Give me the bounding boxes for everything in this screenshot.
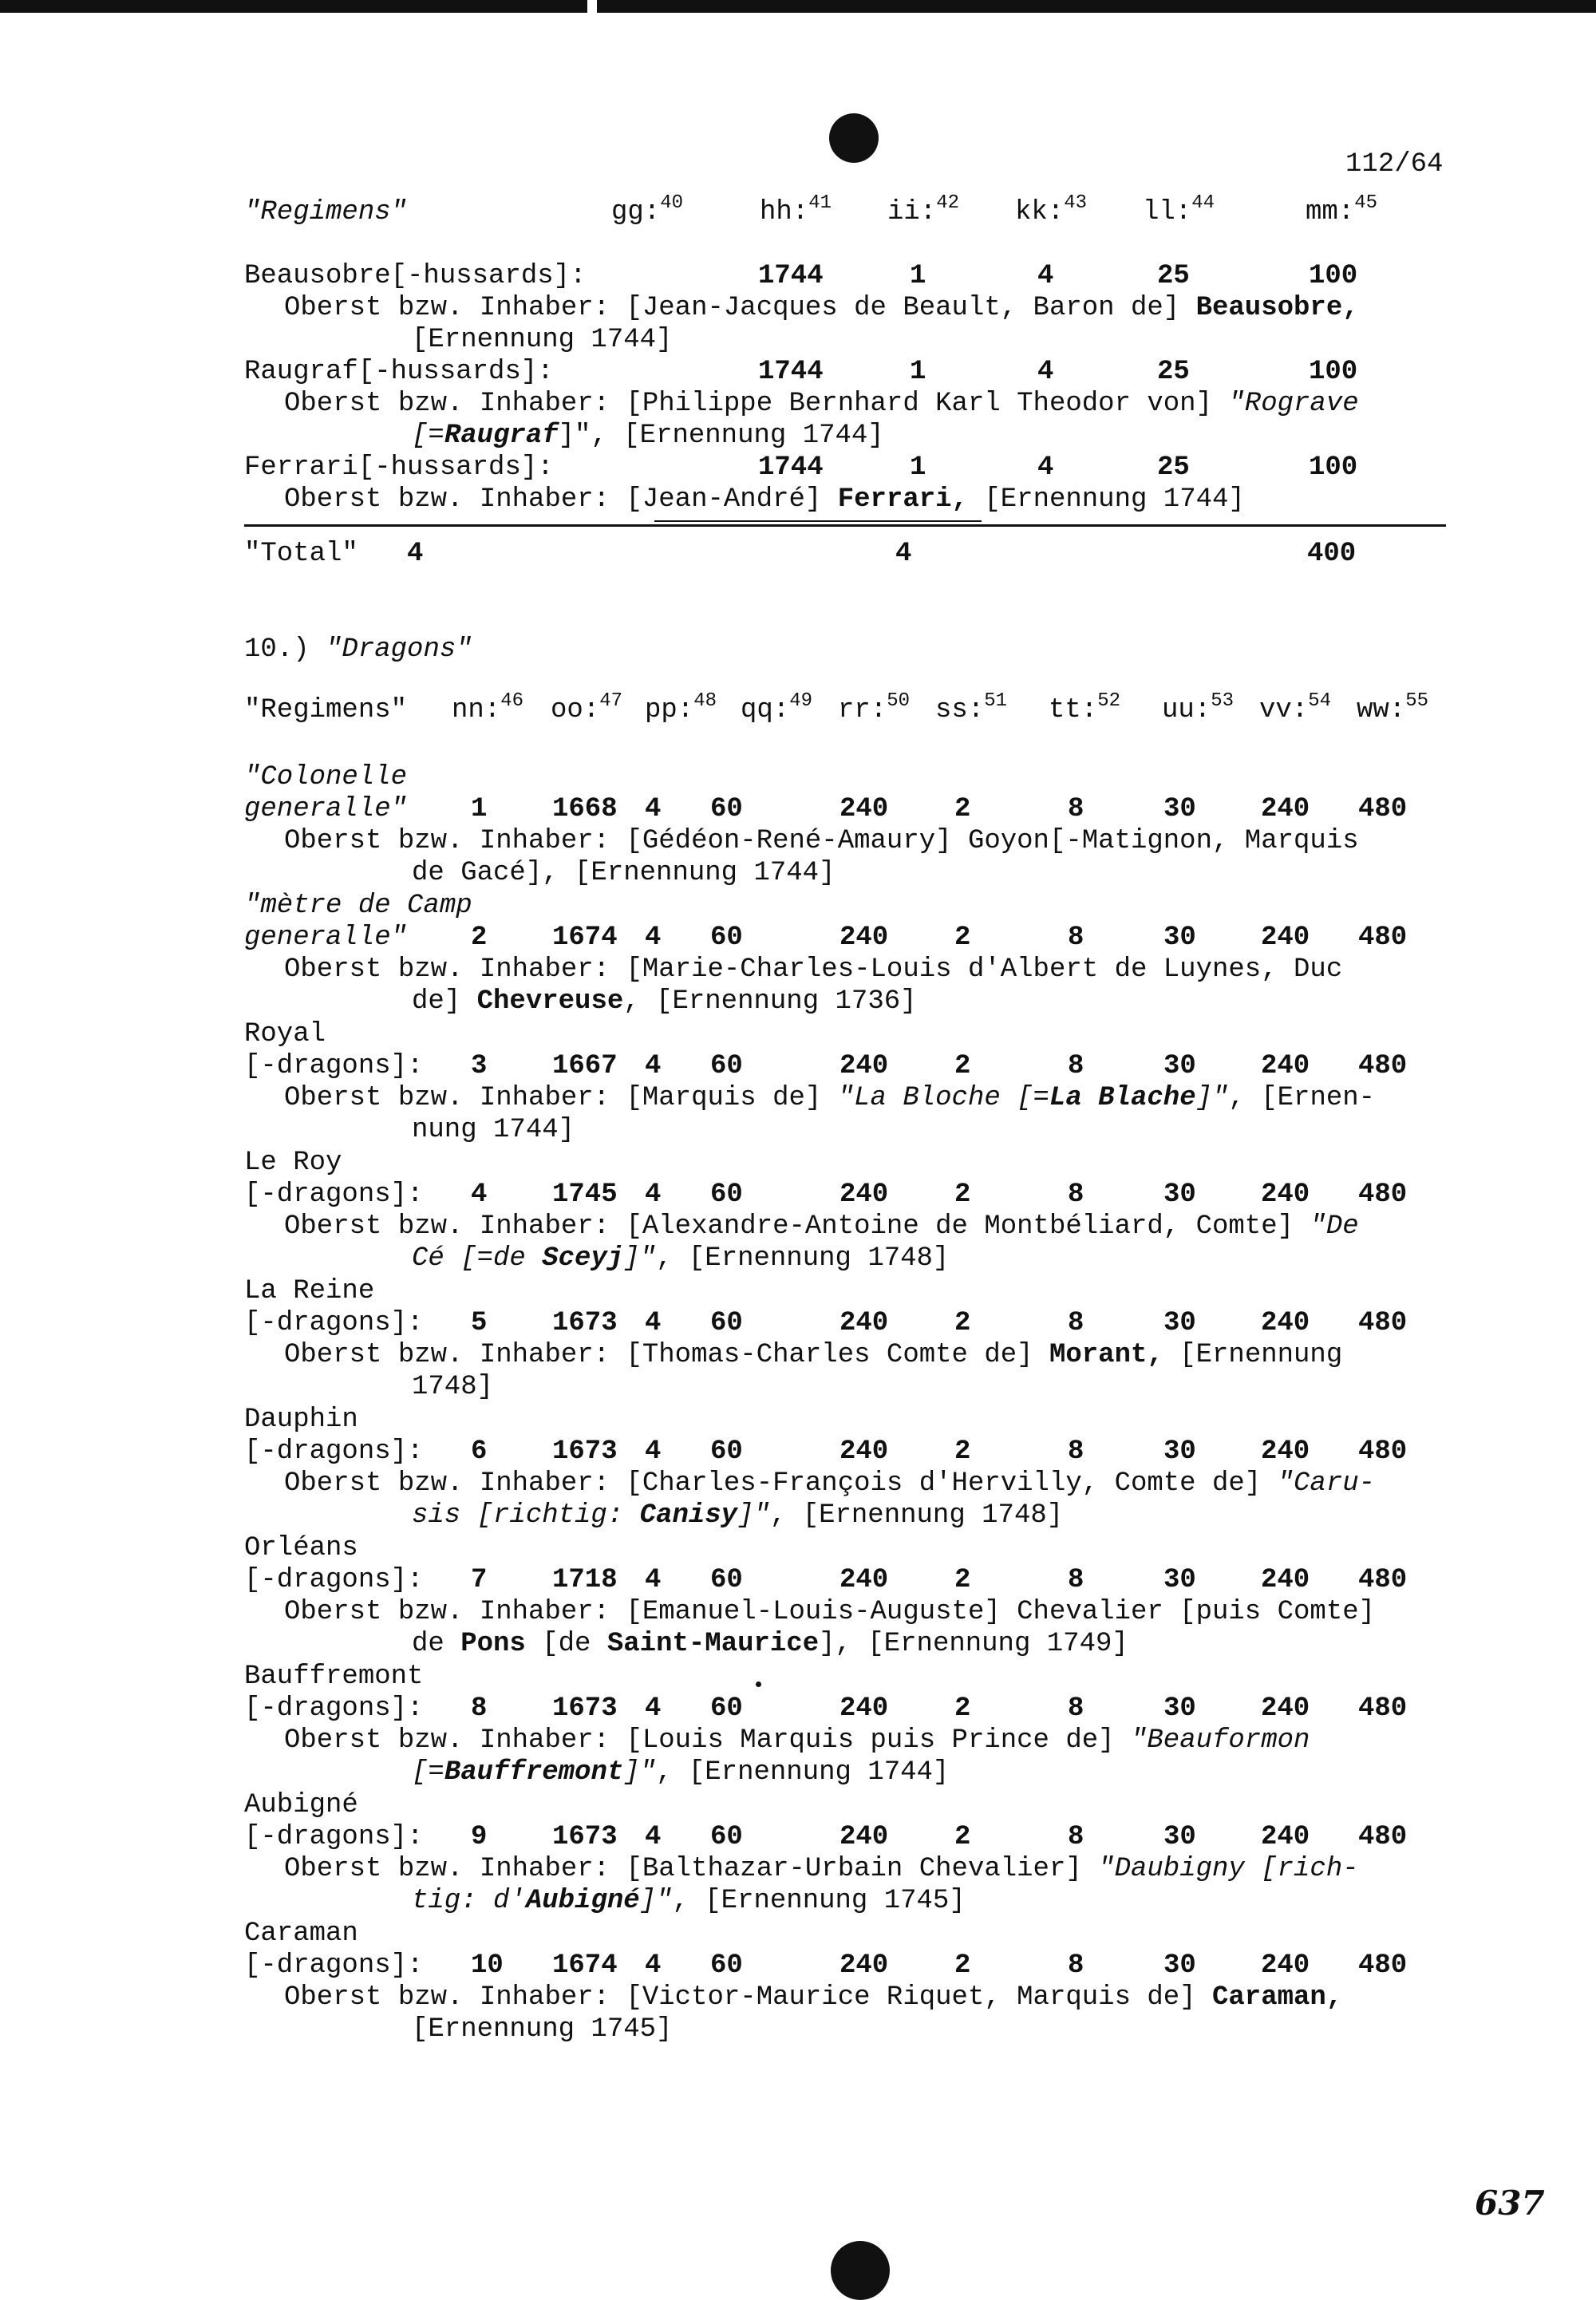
punch-hole-top xyxy=(829,113,879,163)
ink-speck xyxy=(756,1682,761,1687)
dragoon-value: 4 xyxy=(645,1693,662,1724)
dragoon-value: 240 xyxy=(839,923,889,953)
header2-col-key: ww: xyxy=(1357,695,1406,725)
dragoon-value: 240 xyxy=(1261,1565,1310,1595)
detail-text: , [Ernennung 1736] xyxy=(623,986,917,1017)
detail-text: tig: d' xyxy=(412,1886,526,1916)
dragoon-value: 60 xyxy=(710,1950,743,1981)
dragoon-value: 4 xyxy=(645,1950,662,1981)
dragoon-regiment-name: [-dragons]: xyxy=(244,1950,424,1981)
dragoon-value: 240 xyxy=(839,1950,889,1981)
dragoon-value: 480 xyxy=(1358,794,1408,824)
dragoon-regiment-name: [-dragons]: xyxy=(244,1565,424,1595)
dragoon-value: 240 xyxy=(839,794,889,824)
dragoon-value: 60 xyxy=(710,1437,743,1467)
detail-name: , [Ernennung 1744] xyxy=(656,1757,950,1788)
dragoon-value: 60 xyxy=(710,1051,743,1081)
dragoon-value: 4 xyxy=(471,1180,488,1210)
section-heading xyxy=(244,634,472,666)
dragoon-value: 240 xyxy=(1261,1437,1310,1467)
dragoon-value: 2 xyxy=(954,1308,971,1338)
section-number: 10.) xyxy=(244,634,310,665)
dragoon-value: 30 xyxy=(1163,794,1196,824)
dragoon-value: 240 xyxy=(1261,1950,1310,1981)
header1-col xyxy=(1015,192,1088,228)
dragoon-detail-line1 xyxy=(284,1082,1375,1114)
dragoon-value: 2 xyxy=(954,1437,971,1467)
hussard-value: 1 xyxy=(910,452,926,483)
dragoon-detail-line2 xyxy=(412,986,917,1018)
header1-col-number: 44 xyxy=(1191,192,1215,214)
dragoon-value: 1 xyxy=(471,794,488,824)
detail-name: "La Bloche [= xyxy=(837,1083,1049,1113)
hussard-detail-line1 xyxy=(284,388,1359,420)
header2-col-key: pp: xyxy=(645,695,694,725)
hussard-value: 1744 xyxy=(758,261,824,291)
dragoon-regiment-name: [-dragons]: xyxy=(244,1308,424,1338)
dragoon-detail-line1 xyxy=(284,1725,1310,1757)
dragoon-value: 30 xyxy=(1163,1950,1196,1981)
dragoon-value: 8 xyxy=(1068,1308,1084,1338)
dragoon-value: 240 xyxy=(1261,1822,1310,1852)
hussard-value: 1 xyxy=(910,357,926,387)
dragoon-value: 30 xyxy=(1163,923,1196,953)
dragoon-detail-line2 xyxy=(412,857,836,889)
detail-name: Caraman, xyxy=(1212,1982,1343,2013)
dragoon-value: 7 xyxy=(471,1565,488,1595)
detail-text: Oberst bzw. Inhaber: [Victor-Maurice Riquet, Marquis de] xyxy=(284,1982,1212,2013)
header2-col-number: 49 xyxy=(789,690,813,712)
detail-name: Aubigné xyxy=(525,1886,640,1916)
dragoon-value: 1673 xyxy=(552,1437,618,1467)
dragoon-regiment-name: [-dragons]: xyxy=(244,1822,424,1852)
detail-name: "Caru- xyxy=(1277,1468,1376,1499)
detail-text: 1748] xyxy=(412,1372,494,1402)
dragoon-value: 240 xyxy=(1261,1180,1310,1210)
header2-col-key: vv: xyxy=(1259,695,1309,725)
dragoon-value: 1667 xyxy=(552,1051,618,1081)
detail-text: Oberst bzw. Inhaber: [Louis Marquis puis Prince de] xyxy=(284,1725,1131,1756)
dragoon-regiment-line1: Dauphin xyxy=(244,1405,358,1435)
dragoon-value: 2 xyxy=(954,794,971,824)
header2-col-key: qq: xyxy=(741,695,790,725)
header2-col-key: oo: xyxy=(551,695,600,725)
header2-col xyxy=(935,690,1008,726)
hussard-detail-line1 xyxy=(284,484,1245,516)
dragoon-value: 480 xyxy=(1358,1437,1408,1467)
header1-col-key: ii: xyxy=(887,197,937,227)
detail-text: Oberst bzw. Inhaber: [Jean-Jacques de Beault, Baron de] xyxy=(284,293,1196,323)
detail-name: , [Ernennung 1745] xyxy=(672,1886,966,1916)
hussard-value: 25 xyxy=(1157,452,1190,483)
dragoon-value: 4 xyxy=(645,923,662,953)
hussard-name: Raugraf[-hussards]: xyxy=(244,357,554,387)
dragoon-value: 480 xyxy=(1358,1950,1408,1981)
dragoon-value: 240 xyxy=(839,1308,889,1338)
scan-top-edge xyxy=(0,0,1596,13)
header1-label: "Regimens" xyxy=(244,197,408,227)
dragoon-value: 240 xyxy=(839,1822,889,1852)
hussard-name: Beausobre[-hussards]: xyxy=(244,261,587,291)
header2-col-number: 55 xyxy=(1405,690,1429,712)
dragoon-regiment-line1: Aubigné xyxy=(244,1790,358,1820)
hussard-name: Ferrari[-hussards]: xyxy=(244,452,554,483)
handwritten-number: 637 xyxy=(1475,2183,1545,2223)
total-rule xyxy=(244,524,1446,527)
detail-text: Oberst bzw. Inhaber: [Gédéon-René-Amaury] Goyon[-Matignon, Marquis xyxy=(284,826,1359,856)
header2-col-number: 54 xyxy=(1308,690,1332,712)
dragoon-value: 60 xyxy=(710,1308,743,1338)
detail-text: Oberst bzw. Inhaber: [Balthazar-Urbain Chevalier] xyxy=(284,1854,1099,1884)
hussard-value: 4 xyxy=(1037,261,1054,291)
detail-text: sis [richtig: xyxy=(412,1500,640,1531)
header1-col xyxy=(760,192,832,228)
header2-col-number: 51 xyxy=(984,690,1008,712)
hussard-value: 4 xyxy=(1037,357,1054,387)
header2-col-key: nn: xyxy=(452,695,501,725)
hussard-value: 4 xyxy=(1037,452,1054,483)
detail-text: ]" xyxy=(1195,1083,1229,1113)
header1-col-key: ll: xyxy=(1143,197,1192,227)
dragoon-value: 8 xyxy=(1068,1950,1084,1981)
dragoon-value: 2 xyxy=(954,1180,971,1210)
detail-name: [Ernennung xyxy=(1163,1340,1343,1370)
dragoon-value: 8 xyxy=(1068,923,1084,953)
detail-name: Chevreuse xyxy=(476,986,624,1017)
dragoon-value: 4 xyxy=(645,1051,662,1081)
dragoon-detail-line2 xyxy=(412,1757,949,1788)
detail-text: de xyxy=(412,1629,461,1659)
detail-text: [de xyxy=(525,1629,607,1659)
dragoon-value: 4 xyxy=(645,1437,662,1467)
dragoon-value: 30 xyxy=(1163,1308,1196,1338)
total-count: 4 xyxy=(407,539,424,569)
header1-col-number: 45 xyxy=(1354,192,1378,214)
dragoon-detail-line2 xyxy=(412,1885,966,1917)
detail-name: , [Ernennung 1748] xyxy=(656,1243,950,1274)
dragoon-value: 6 xyxy=(471,1437,488,1467)
detail-name: Bauffremont xyxy=(444,1757,624,1788)
header2-col xyxy=(645,690,717,726)
detail-text: [Ernennung 1744] xyxy=(967,484,1245,515)
dragoon-detail-line2 xyxy=(412,1500,1063,1531)
hussard-detail-line2: [Ernennung 1744] xyxy=(412,325,673,355)
dragoon-regiment-name: generalle" xyxy=(244,794,408,824)
dragoon-value: 240 xyxy=(839,1180,889,1210)
header1-col xyxy=(611,192,684,228)
dragoon-detail-line1 xyxy=(284,825,1359,857)
dragoon-value: 240 xyxy=(1261,1051,1310,1081)
header2-col-key: rr: xyxy=(838,695,887,725)
detail-name: "Daubigny [rich- xyxy=(1098,1854,1359,1884)
dragoon-value: 8 xyxy=(1068,1051,1084,1081)
detail-name: "Beauformon xyxy=(1130,1725,1310,1756)
detail-text: ], [Ernennung 1749] xyxy=(819,1629,1128,1659)
dragoon-detail-line1 xyxy=(284,1211,1359,1243)
header2-col xyxy=(1357,690,1429,726)
dragoon-value: 2 xyxy=(954,1693,971,1724)
dragoon-value: 240 xyxy=(839,1693,889,1724)
dragoon-regiment-name: [-dragons]: xyxy=(244,1180,424,1210)
hussard-detail-line1 xyxy=(284,292,1359,324)
hussard-value: 100 xyxy=(1309,357,1358,387)
dragoon-value: 4 xyxy=(645,1822,662,1852)
detail-text: [Ernennung 1745] xyxy=(412,2014,673,2045)
dragoon-value: 480 xyxy=(1358,1693,1408,1724)
dragoon-detail-line2 xyxy=(412,2013,672,2045)
detail-text: Oberst bzw. Inhaber: [Marie-Charles-Louis d'Albert de Luynes, Duc xyxy=(284,954,1343,985)
section-title: "Dragons" xyxy=(326,634,472,665)
dragoon-regiment-line1: Royal xyxy=(244,1019,326,1049)
dragoon-value: 1673 xyxy=(552,1308,618,1338)
header2-col xyxy=(838,690,911,726)
header2-col-number: 50 xyxy=(887,690,911,712)
detail-name: La Blache xyxy=(1049,1083,1196,1113)
header1-col-number: 43 xyxy=(1064,192,1088,214)
dragoon-value: 30 xyxy=(1163,1822,1196,1852)
detail-name: , [Ernennung 1748] xyxy=(769,1500,1064,1531)
header2-col-number: 52 xyxy=(1097,690,1121,712)
dragoon-value: 480 xyxy=(1358,1565,1408,1595)
dragoon-regiment-name: generalle" xyxy=(244,923,408,953)
dragoon-value: 2 xyxy=(471,923,488,953)
header2-col-key: ss: xyxy=(935,695,985,725)
dragoon-value: 60 xyxy=(710,1693,743,1724)
dragoon-detail-line2 xyxy=(412,1114,575,1146)
dragoon-regiment-line1: "Colonelle xyxy=(244,762,408,792)
dragoon-value: 240 xyxy=(1261,1693,1310,1724)
dragoon-value: 8 xyxy=(1068,1822,1084,1852)
header2-col xyxy=(1049,690,1121,726)
dragoon-value: 1674 xyxy=(552,1950,618,1981)
header2-col-number: 48 xyxy=(693,690,717,712)
header1-col-number: 42 xyxy=(936,192,960,214)
dragoon-value: 9 xyxy=(471,1822,488,1852)
dragoon-value: 1668 xyxy=(552,794,618,824)
detail-text: Oberst bzw. Inhaber: [Jean-André] xyxy=(284,484,838,515)
dragoon-value: 240 xyxy=(1261,923,1310,953)
hussard-value: 1 xyxy=(910,261,926,291)
dragoon-detail-line2 xyxy=(412,1243,949,1274)
dragoon-value: 480 xyxy=(1358,1180,1408,1210)
header2-col xyxy=(551,690,623,726)
dragoon-value: 480 xyxy=(1358,923,1408,953)
detail-text: Oberst bzw. Inhaber: [Marquis de] xyxy=(284,1083,838,1113)
header1-col-key: kk: xyxy=(1015,197,1065,227)
hussard-value: 25 xyxy=(1157,261,1190,291)
detail-name: Saint-Maurice xyxy=(606,1629,820,1659)
detail-text: [= xyxy=(412,1757,444,1788)
dragoon-value: 8 xyxy=(1068,1693,1084,1724)
dragoon-detail-line1 xyxy=(284,1853,1359,1885)
dragoon-value: 4 xyxy=(645,1308,662,1338)
dragoon-value: 60 xyxy=(710,794,743,824)
detail-text: de Gacé], [Ernennung 1744] xyxy=(412,858,836,888)
detail-text: de] xyxy=(412,986,477,1017)
dragoon-value: 240 xyxy=(1261,794,1310,824)
dragoon-value: 240 xyxy=(839,1565,889,1595)
dragoon-detail-line1 xyxy=(284,1982,1342,2013)
total-count-2: 4 xyxy=(895,539,912,569)
detail-text: ]" xyxy=(737,1500,770,1531)
detail-text: , [Ernennung 1744] xyxy=(591,421,884,451)
dragoon-value: 2 xyxy=(954,1565,971,1595)
dragoon-value: 10 xyxy=(471,1950,504,1981)
dragoon-regiment-line1: "mètre de Camp xyxy=(244,891,472,921)
dragoon-value: 480 xyxy=(1358,1051,1408,1081)
header1-col-number: 40 xyxy=(660,192,684,214)
hussard-value: 25 xyxy=(1157,357,1190,387)
header1-col-number: 41 xyxy=(808,192,832,214)
detail-text: Cé [=de xyxy=(412,1243,543,1274)
dragoon-value: 1673 xyxy=(552,1693,618,1724)
dragoon-value: 4 xyxy=(645,794,662,824)
detail-text: Oberst bzw. Inhaber: [Thomas-Charles Comte de] xyxy=(284,1340,1049,1370)
total-label: "Total" xyxy=(244,539,358,569)
dragoon-value: 1718 xyxy=(552,1565,618,1595)
detail-name: "Rograve xyxy=(1228,389,1359,419)
dragoon-regiment-name: [-dragons]: xyxy=(244,1437,424,1467)
dragoon-regiment-line1: La Reine xyxy=(244,1276,375,1306)
header1-col xyxy=(1143,192,1215,228)
detail-name: Raugraf xyxy=(444,421,559,451)
dragoon-value: 240 xyxy=(839,1437,889,1467)
dragoon-regiment-line1: Orléans xyxy=(244,1533,358,1563)
detail-name: Ferrari, xyxy=(837,484,968,515)
dragoon-value: 1674 xyxy=(552,923,618,953)
dragoon-value: 60 xyxy=(710,1565,743,1595)
dragoon-value: 240 xyxy=(839,1051,889,1081)
dragoon-regiment-name: [-dragons]: xyxy=(244,1051,424,1081)
header2-label: "Regimens" xyxy=(244,695,408,725)
dragoon-value: 1745 xyxy=(552,1180,618,1210)
hussard-value: 100 xyxy=(1309,261,1358,291)
detail-text: Oberst bzw. Inhaber: [Philippe Bernhard Karl Theodor von] xyxy=(284,389,1229,419)
detail-name: Pons xyxy=(460,1629,526,1659)
detail-text: nung 1744] xyxy=(412,1115,575,1145)
dragoon-value: 8 xyxy=(1068,1180,1084,1210)
dragoon-value: 8 xyxy=(471,1693,488,1724)
dragoon-value: 240 xyxy=(1261,1308,1310,1338)
total-strength: 400 xyxy=(1307,539,1357,569)
dragoon-value: 30 xyxy=(1163,1565,1196,1595)
dragoon-value: 60 xyxy=(710,1822,743,1852)
header2-col-key: uu: xyxy=(1162,695,1211,725)
dragoon-value: 8 xyxy=(1068,1437,1084,1467)
detail-name: Canisy xyxy=(639,1500,738,1531)
detail-text: ]" xyxy=(623,1757,657,1788)
header1-col xyxy=(1306,192,1378,228)
dragoon-detail-line1 xyxy=(284,1339,1342,1371)
dragoon-value: 2 xyxy=(954,1822,971,1852)
header2-col-number: 47 xyxy=(599,690,623,712)
dragoon-value: 4 xyxy=(645,1565,662,1595)
dragoon-detail-line2 xyxy=(412,1628,1128,1660)
header2-col xyxy=(1162,690,1235,726)
detail-name: "De xyxy=(1310,1211,1359,1242)
dragoon-value: 60 xyxy=(710,1180,743,1210)
detail-text: ]" xyxy=(639,1886,673,1916)
dragoon-value: 30 xyxy=(1163,1693,1196,1724)
dragoon-value: 30 xyxy=(1163,1437,1196,1467)
dragoon-value: 4 xyxy=(645,1180,662,1210)
hussard-detail-line2 xyxy=(412,420,884,452)
dragoon-detail-line1 xyxy=(284,1596,1375,1628)
dragoon-regiment-line1: Caraman xyxy=(244,1919,358,1949)
scan-top-notch xyxy=(587,0,597,19)
dragoon-regiment-line1: Bauffremont xyxy=(244,1662,424,1692)
detail-text: Oberst bzw. Inhaber: [Charles-François d'Hervilly, Comte de] xyxy=(284,1468,1278,1499)
header1-col xyxy=(887,192,960,228)
detail-name: Morant, xyxy=(1049,1340,1163,1370)
header2-col-key: tt: xyxy=(1049,695,1098,725)
dragoon-value: 1673 xyxy=(552,1822,618,1852)
dragoon-value: 30 xyxy=(1163,1051,1196,1081)
detail-name: Beausobre, xyxy=(1195,293,1359,323)
hussard-value: 100 xyxy=(1309,452,1358,483)
hussard-value: 1744 xyxy=(758,357,824,387)
dragoon-regiment-name: [-dragons]: xyxy=(244,1693,424,1724)
dragoon-value: 2 xyxy=(954,1051,971,1081)
dragoon-value: 480 xyxy=(1358,1308,1408,1338)
header1-col-key: mm: xyxy=(1306,197,1355,227)
detail-text: Oberst bzw. Inhaber: [Emanuel-Louis-Auguste] Chevalier [puis Comte] xyxy=(284,1597,1376,1627)
detail-text: , [Ernen- xyxy=(1228,1083,1376,1113)
detail-text: Oberst bzw. Inhaber: [Alexandre-Antoine de Montbéliard, Comte] xyxy=(284,1211,1310,1242)
page-number: 112/64 xyxy=(1345,149,1444,180)
dragoon-detail-line1 xyxy=(284,954,1342,986)
detail-text: ]" xyxy=(558,421,591,451)
dragoon-value: 8 xyxy=(1068,1565,1084,1595)
header2-col-number: 46 xyxy=(500,690,524,712)
header2-col xyxy=(741,690,813,726)
dragoon-detail-line2 xyxy=(412,1371,493,1403)
dragoon-value: 2 xyxy=(954,923,971,953)
dragoon-value: 480 xyxy=(1358,1822,1408,1852)
dragoon-value: 3 xyxy=(471,1051,488,1081)
detail-name: Sceyj xyxy=(542,1243,624,1274)
detail-text: ]" xyxy=(623,1243,657,1274)
dragoon-value: 60 xyxy=(710,923,743,953)
punch-hole-bottom xyxy=(831,2241,890,2300)
dragoon-value: 30 xyxy=(1163,1180,1196,1210)
header2-col xyxy=(1259,690,1332,726)
header2-col-number: 53 xyxy=(1211,690,1235,712)
header2-col xyxy=(452,690,524,726)
detail-text: [= xyxy=(412,421,444,451)
dragoon-detail-line1 xyxy=(284,1468,1375,1500)
header1-col-key: hh: xyxy=(760,197,809,227)
header1-col-key: gg: xyxy=(611,197,661,227)
dragoon-regiment-line1: Le Roy xyxy=(244,1148,342,1178)
dragoon-value: 2 xyxy=(954,1950,971,1981)
dragoon-value: 8 xyxy=(1068,794,1084,824)
hussard-value: 1744 xyxy=(758,452,824,483)
dragoon-value: 5 xyxy=(471,1308,488,1338)
ferrari-underline xyxy=(654,520,982,522)
